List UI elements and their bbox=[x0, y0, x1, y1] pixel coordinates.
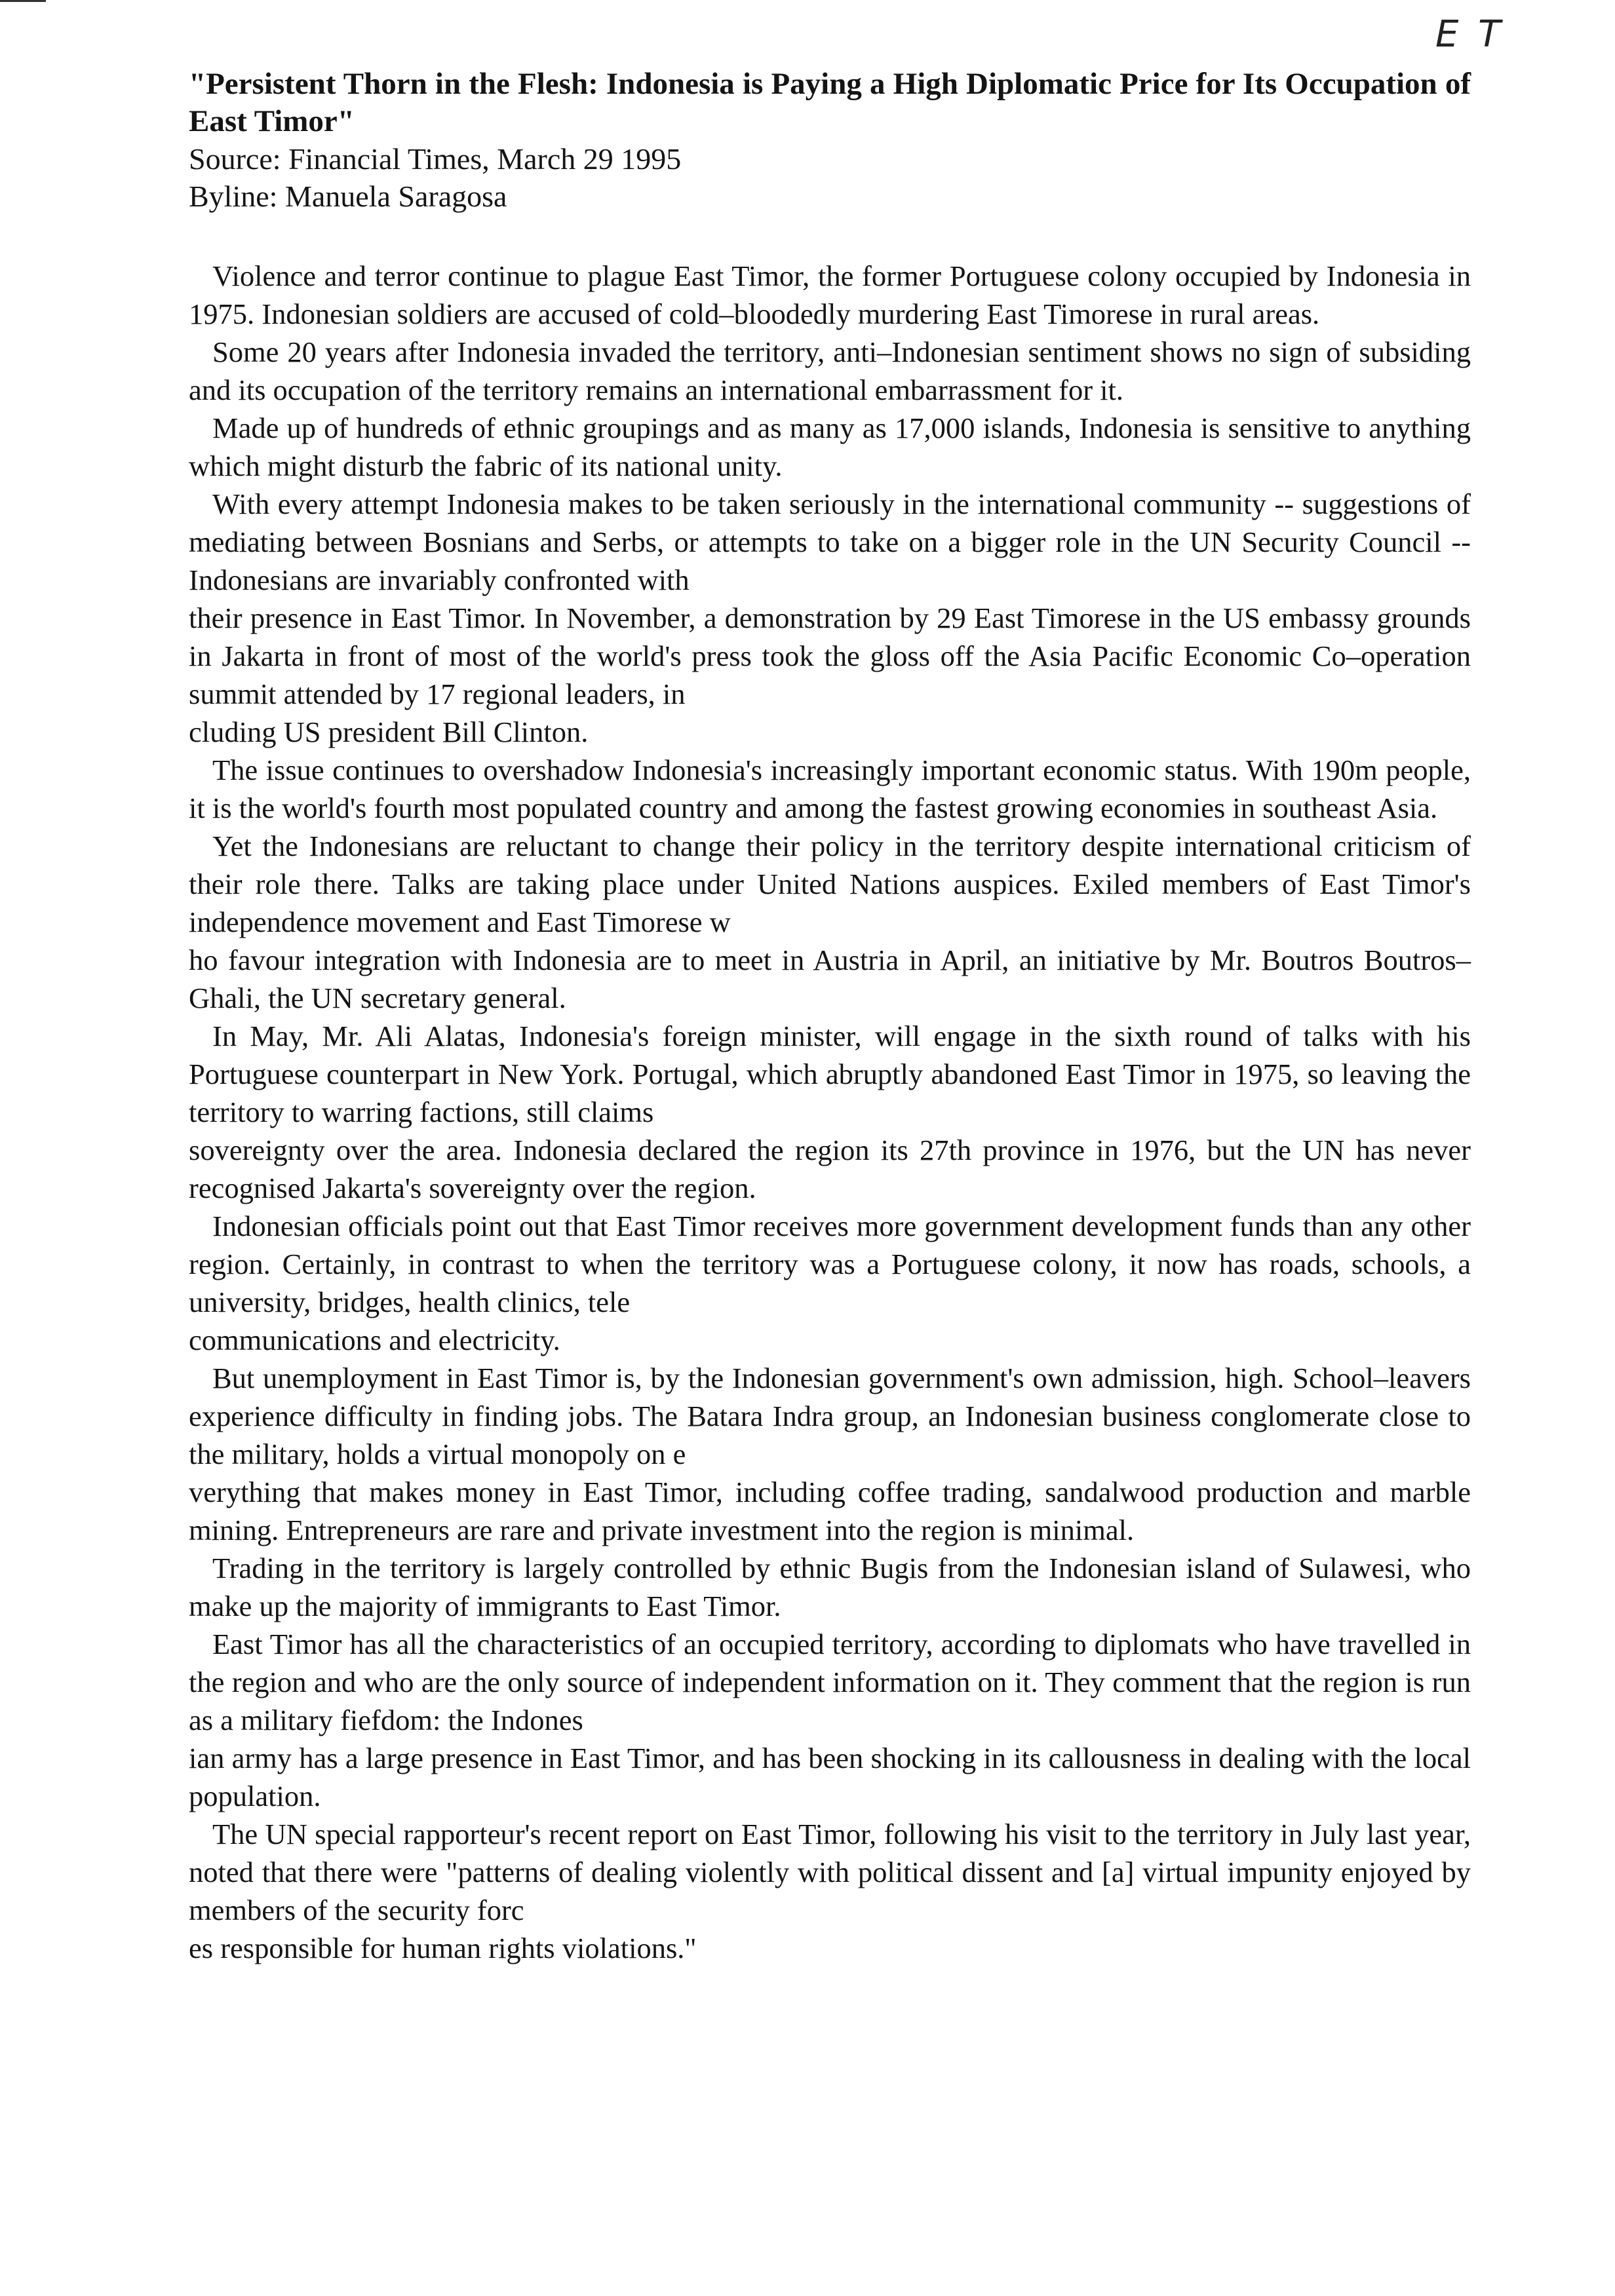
paragraph-continuation: verything that makes money in East Timor, including coffee trading, sandalwood production and marble mining. Entrepreneurs are rare and private investment into the region is minimal. bbox=[189, 1476, 1471, 1546]
paragraph-continuation: ian army has a large presence in East Timor, and has been shocking in its callousness in dealing with the local population. bbox=[189, 1742, 1471, 1812]
paragraph: Trading in the territory is largely controlled by ethnic Bugis from the Indonesian island of Sulawesi, who make up the majority of immigrants to East Timor. bbox=[189, 1552, 1471, 1622]
paragraph-continuation: ho favour integration with Indonesia are to meet in Austria in April, an initiative by Mr. Boutros Boutros–Ghali, the UN secretary general. bbox=[189, 944, 1471, 1014]
paragraph-continuation: sovereignty over the area. Indonesia declared the region its 27th province in 1976, but the UN has never recognised Jakarta's sovereignty over the region. bbox=[189, 1134, 1471, 1204]
article-header bbox=[189, 66, 1471, 215]
scan-edge-mark bbox=[0, 0, 46, 2]
article-title: "Persistent Thorn in the Flesh: Indonesia is Paying a High Diplomatic Price for Its Occupation of East Timor" bbox=[189, 67, 1471, 138]
paragraph: The UN special rapporteur's recent report on East Timor, following his visit to the territory in July last year, noted that there were "patterns of dealing violently with political dissent and [a] virtual impunity enjoyed by members of the security forc bbox=[189, 1818, 1471, 1926]
paragraph: Indonesian officials point out that East Timor receives more government development funds than any other region. Certainly, in contrast to when the territory was a Portuguese colony, it now has roads, schools, a university, bridges, health clinics, tele bbox=[189, 1210, 1471, 1318]
paragraph-continuation: es responsible for human rights violations." bbox=[189, 1932, 697, 1964]
paragraph: But unemployment in East Timor is, by the Indonesian government's own admission, high. School–leavers experience difficulty in finding jobs. The Batara Indra group, an Indonesian business conglomerate close to the military, holds a virtual monopoly on e bbox=[189, 1362, 1471, 1470]
paragraph: The issue continues to overshadow Indonesia's increasingly important economic status. With 190m people, it is the world's fourth most populated country and among the fastest growing economies in southeast Asia. bbox=[189, 754, 1471, 824]
article-source: Source: Financial Times, March 29 1995 bbox=[189, 142, 682, 176]
paragraph: In May, Mr. Ali Alatas, Indonesia's foreign minister, will engage in the sixth round of talks with his Portuguese counterpart in New York. Portugal, which abruptly abandoned East Timor in 1975, so leaving the territory to warring factions, still claims bbox=[189, 1020, 1471, 1128]
paragraph: Yet the Indonesians are reluctant to change their policy in the territory despite international criticism of their role there. Talks are taking place under United Nations auspices. Exiled members of East Timor's independence movement and East Timorese w bbox=[189, 830, 1471, 938]
handwritten-annotation: E T bbox=[1435, 13, 1505, 56]
paragraph-continuation: cluding US president Bill Clinton. bbox=[189, 716, 589, 748]
paragraph: Made up of hundreds of ethnic groupings and as many as 17,000 islands, Indonesia is sensitive to anything which might disturb the fabric of its national unity. bbox=[189, 411, 1471, 482]
paragraph: Violence and terror continue to plague East Timor, the former Portuguese colony occupied by Indonesia in 1975. Indonesian soldiers are accused of cold–bloodedly murdering East Timorese in rural areas. bbox=[189, 259, 1471, 330]
paragraph: Some 20 years after Indonesia invaded the territory, anti–Indonesian sentiment shows no sign of subsiding and its occupation of the territory remains an international embarrassment for it. bbox=[189, 335, 1471, 406]
paragraph: East Timor has all the characteristics of an occupied territory, according to diplomats who have travelled in the region and who are the only source of independent information on it. They comment that the region is run as a military fiefdom: the Indones bbox=[189, 1628, 1471, 1736]
paragraph-continuation: communications and electricity. bbox=[189, 1324, 560, 1356]
paragraph-continuation: their presence in East Timor. In November, a demonstration by 29 East Timorese in the US embassy grounds in Jakarta in front of most of the world's press took the gloss off the Asia Pacific Economic Co–operation summit attended by 17 regional leaders, in bbox=[189, 602, 1471, 710]
article-body bbox=[189, 257, 1471, 1967]
article-byline: Byline: Manuela Saragosa bbox=[189, 180, 507, 213]
paragraph: With every attempt Indonesia makes to be taken seriously in the international community -- suggestions of mediating between Bosnians and Serbs, or attempts to take on a bigger role in the UN Security Council -- Indonesians are invariably confronted with bbox=[189, 488, 1471, 596]
